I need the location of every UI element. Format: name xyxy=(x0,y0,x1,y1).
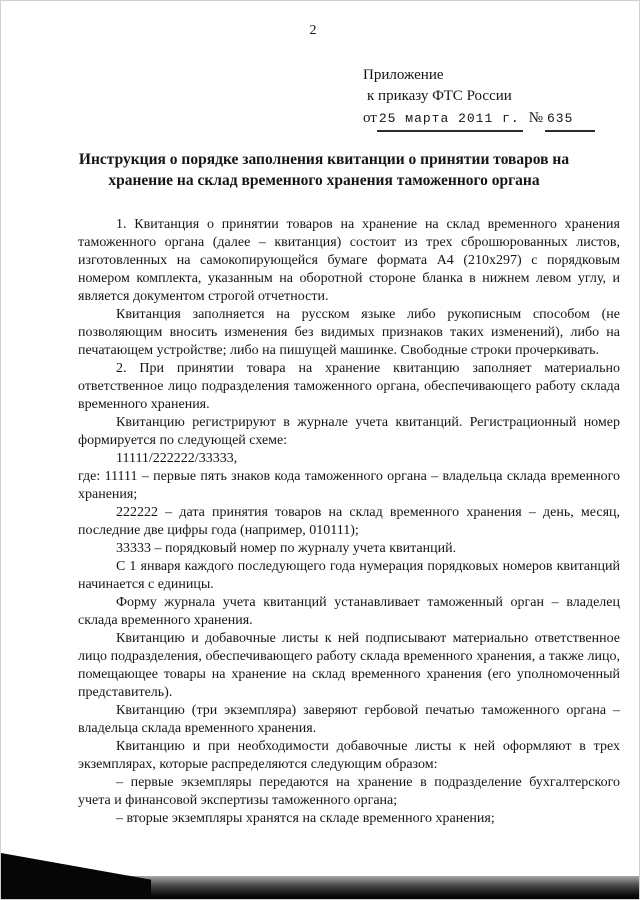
appendix-order-line xyxy=(363,108,595,132)
page-number: 2 xyxy=(309,23,317,38)
paragraph-scheme-legend-3: 33333 – порядковый номер по журналу учета квитанций. xyxy=(116,541,457,556)
list-item-first-copies: – первые экземпляры передаются на хранение в подразделение бухгалтерского учета и финансовой экспертизы таможенного органа; xyxy=(78,775,620,808)
paragraph-2: Квитанция заполняется на русском языке либо рукописным способом (не позволяющим вносить изменения без видимых признаков таких изменений), либо на печатающем устройстве; либо на пишущей машинке. Свободные строки прочеркивать. xyxy=(78,307,620,358)
numero-sign: № xyxy=(528,110,543,126)
order-number-value: 635 xyxy=(545,108,595,132)
document-body xyxy=(78,216,620,828)
order-date-prefix: от xyxy=(363,110,377,126)
paragraph-3: 2. При принятии товара на хранение квитанцию заполняет материально ответственное лицо подразделения таможенного органа, обеспечивающего работу склада временного хранения. xyxy=(78,361,620,412)
paragraph-4: Квитанцию регистрируют в журнале учета квитанций. Регистрационный номер формируется по следующей схеме: xyxy=(78,415,620,448)
appendix-line-1: Приложение xyxy=(363,67,444,83)
paragraph-scheme-legend-2: 222222 – дата принятия товаров на склад временного хранения – день, месяц, последние две цифры года (например, 010111); xyxy=(78,505,620,538)
paragraph-1: 1. Квитанция о принятии товаров на хранение на склад временного хранения таможенного органа (далее – квитанция) состоит из трех сброшюрованных листов, изготовленных на самокопирующейся бумаге формата А4 (210х297) с порядковым номером комплекта, указанным на оборотной стороне бланка в нижнем левом углу, и является документом строгой отчетности. xyxy=(78,217,620,304)
order-date-value: 25 марта 2011 г. xyxy=(377,108,523,132)
paragraph-11: Квитанцию и добавочные листы к ней подписывают материально ответственное лицо подразделения, обеспечивающего работу склада временного хранения, а также лицо, помещающее товары на хранение на склад временного хранения (его уполномоченный представитель). xyxy=(78,631,620,700)
paragraph-12: Квитанцию (три экземпляра) заверяют гербовой печатью таможенного органа – владельца склада временного хранения. xyxy=(78,703,620,736)
paragraph-scheme-legend-1: где: 11111 – первые пять знаков кода таможенного органа – владельца склада временного хранения; xyxy=(78,469,620,502)
paragraph-9: С 1 января каждого последующего года нумерация порядковых номеров квитанций начинается с единицы. xyxy=(78,559,620,592)
document-title: Инструкция о порядке заполнения квитанции о принятии товаров на хранение на склад временного хранения таможенного органа xyxy=(78,151,570,189)
appendix-line-2: к приказу ФТС России xyxy=(367,88,512,104)
paragraph-13: Квитанцию и при необходимости добавочные листы к ней оформляют в трех экземплярах, которые распределяются следующим образом: xyxy=(78,739,620,772)
paragraph-10: Форму журнала учета квитанций устанавливает таможенный орган – владелец склада временного хранения. xyxy=(78,595,620,628)
appendix-block xyxy=(363,65,595,132)
list-item-second-copies: – вторые экземпляры хранятся на складе временного хранения; xyxy=(116,811,495,826)
scan-corner-bottom-left xyxy=(1,853,151,899)
paragraph-registration-scheme: 11111/222222/33333, xyxy=(116,451,238,466)
